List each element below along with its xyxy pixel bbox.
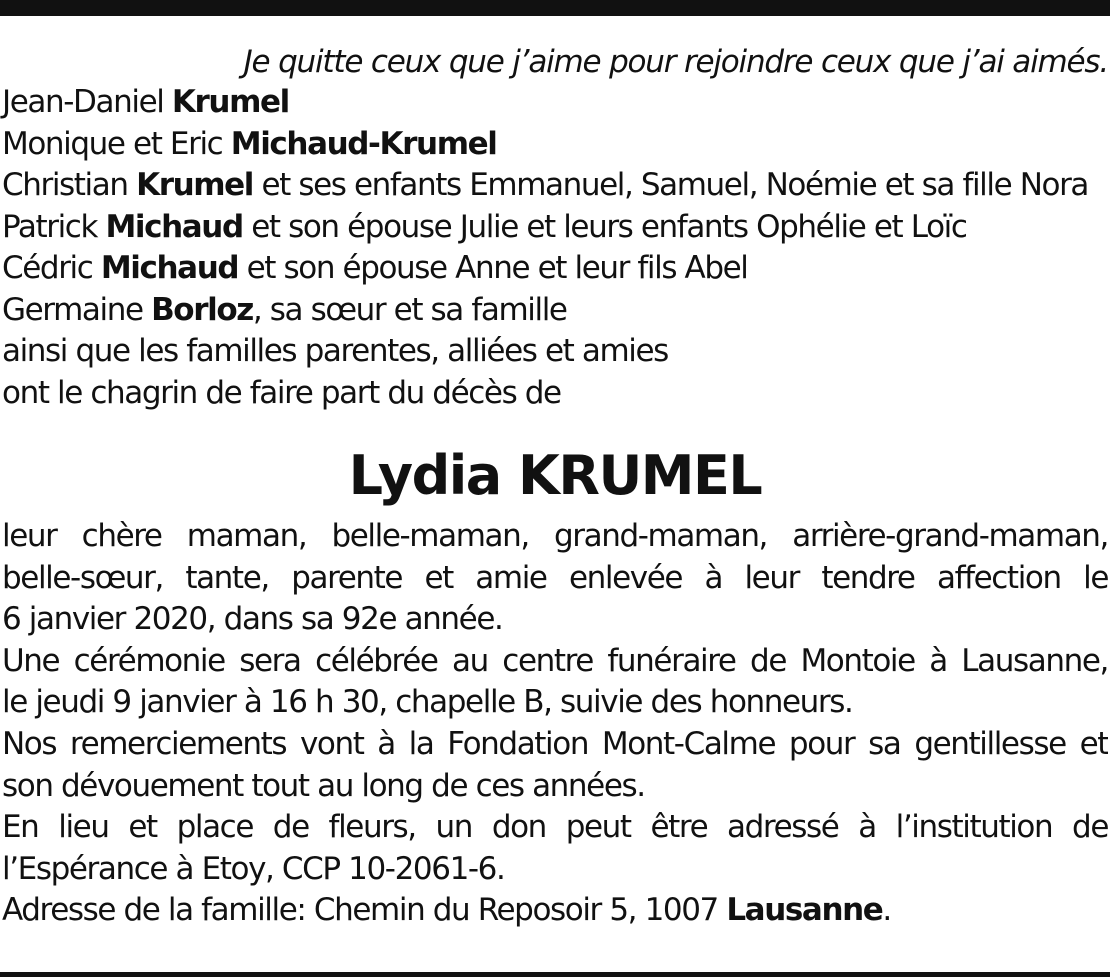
notice-body <box>2 516 1108 932</box>
family-line: Monique et Eric Michaud-Krumel <box>2 125 497 162</box>
body-line: Nos remerciements vont à la Fondation Mont-Calme pour sa gentillesse et <box>2 725 1108 762</box>
address-city: Lausanne <box>726 892 883 929</box>
body-line: Une cérémonie sera célébrée au centre funéraire de Montoie à Lausanne, <box>2 642 1108 679</box>
family-line: Patrick Michaud et son épouse Julie et leurs enfants Ophélie et Loïc <box>2 208 967 245</box>
top-rule <box>0 0 1110 16</box>
body-line: En lieu et place de fleurs, un don peut être adressé à l’institution de <box>2 809 1108 846</box>
family-surname: Borloz <box>151 291 253 328</box>
family-line: ainsi que les familles parentes, alliées et amies <box>2 333 668 369</box>
family-line: Cédric Michaud et son épouse Anne et leur fils Abel <box>2 250 748 286</box>
epigraph-quote: Je quitte ceux que j’aime pour rejoindre ceux que j’ai aimés. <box>243 44 1108 80</box>
family-line: Germaine Borloz, sa sœur et sa famille <box>2 291 567 328</box>
family-line: Christian Krumel et ses enfants Emmanuel, Samuel, Noémie et sa fille Nora <box>2 167 1089 203</box>
body-line: son dévouement tout au long de ces années. <box>2 767 645 804</box>
family-surname: Michaud <box>105 208 243 245</box>
body-line: le jeudi 9 janvier à 16 h 30, chapelle B, suivie des honneurs. <box>2 684 853 721</box>
family-line: ont le chagrin de faire part du décès de <box>2 374 561 411</box>
body-line: leur chère maman, belle-maman, grand-maman, arrière-grand-maman, <box>2 518 1108 554</box>
body-line: 6 janvier 2020, dans sa 92e année. <box>2 601 503 638</box>
obituary-notice <box>2 40 1108 932</box>
family-surname: Krumel <box>171 84 289 120</box>
family-address: Adresse de la famille: Chemin du Reposoir 5, 1007 Lausanne. <box>2 892 891 929</box>
family-line: Jean-Daniel Krumel <box>2 84 289 120</box>
body-line: l’Espérance à Etoy, CCP 10-2061-6. <box>2 850 505 887</box>
family-list <box>2 82 1108 414</box>
bottom-rule <box>0 972 1110 977</box>
body-line: belle-sœur, tante, parente et amie enlevée à leur tendre affection le <box>2 559 1108 596</box>
family-surname: Michaud-Krumel <box>230 125 497 162</box>
family-surname: Krumel <box>136 167 254 203</box>
deceased-name: Lydia KRUMEL <box>348 444 762 507</box>
family-surname: Michaud <box>100 250 239 286</box>
